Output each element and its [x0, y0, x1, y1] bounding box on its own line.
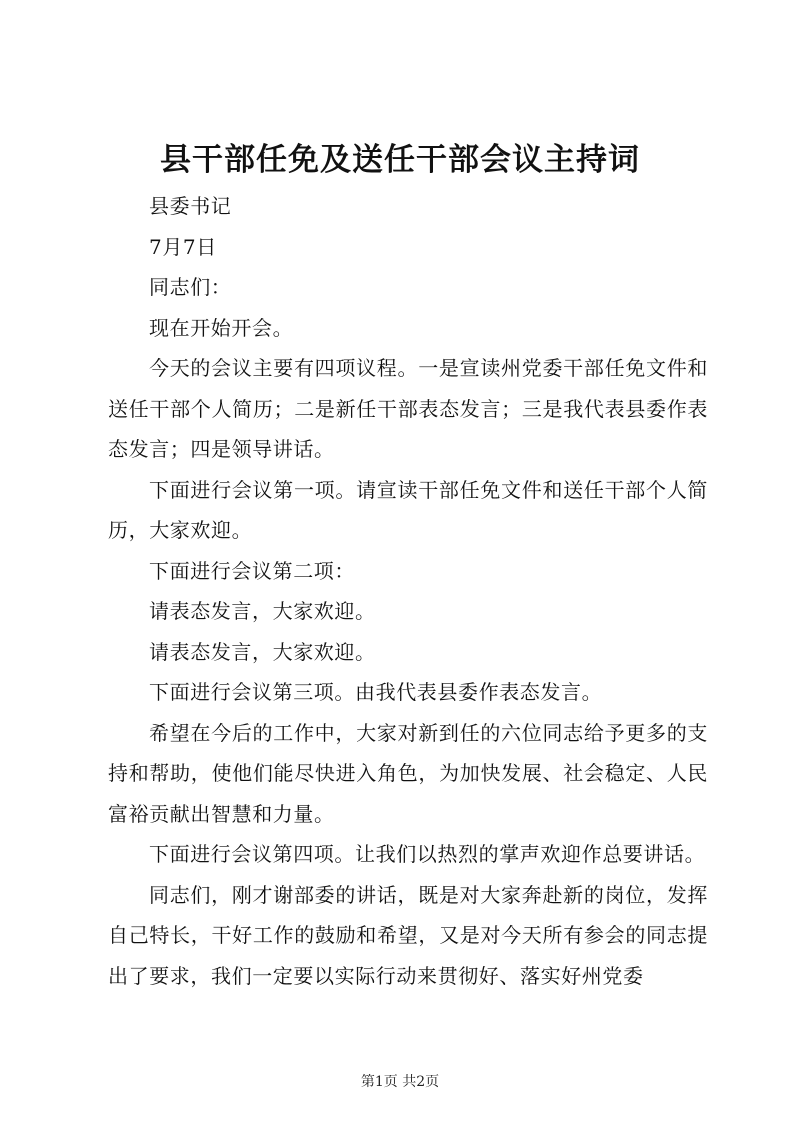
paragraph: 请表态发言，大家欢迎。: [149, 599, 376, 623]
page-number-footer: 第1页 共2页: [360, 1074, 440, 1090]
paragraph: 下面进行会议第四项。让我们以热烈的掌声欢迎作总要讲话。: [149, 842, 706, 866]
paragraph: 同志们，刚才谢部委的讲话，既是对大家奔赴新的岗位，发挥自己特长，干好工作的鼓励和希望，又是对今天所有参会的同志提出了要求，我们一定要以实际行动来贯彻好、落实好州党委: [108, 882, 708, 988]
paragraph: 今天的会议主要有四项议程。一是宣读州党委干部任免文件和送任干部个人简历；二是新任干部表态发言；三是我代表县委作表态发言；四是领导讲话。: [108, 356, 708, 461]
document-body: [108, 186, 708, 996]
author-line: 县委书记: [149, 194, 232, 218]
salutation: 同志们：: [149, 275, 232, 299]
date-line: 7月7日: [149, 234, 217, 259]
paragraph: 现在开始开会。: [149, 315, 294, 340]
paragraph: 下面进行会议第一项。请宣读干部任免文件和送任干部个人简历，大家欢迎。: [108, 477, 708, 542]
document-title: 县干部任免及送任干部会议主持词: [160, 142, 640, 178]
paragraph: 下面进行会议第三项。由我代表县委作表态发言。: [149, 680, 603, 704]
paragraph: 下面进行会议第二项：: [149, 558, 355, 583]
paragraph: 希望在今后的工作中，大家对新到任的六位同志给予更多的支持和帮助，使他们能尽快进入角色，为加快发展、社会稳定、人民富裕贡献出智慧和力量。: [108, 720, 708, 826]
paragraph: 请表态发言，大家欢迎。: [149, 639, 376, 664]
